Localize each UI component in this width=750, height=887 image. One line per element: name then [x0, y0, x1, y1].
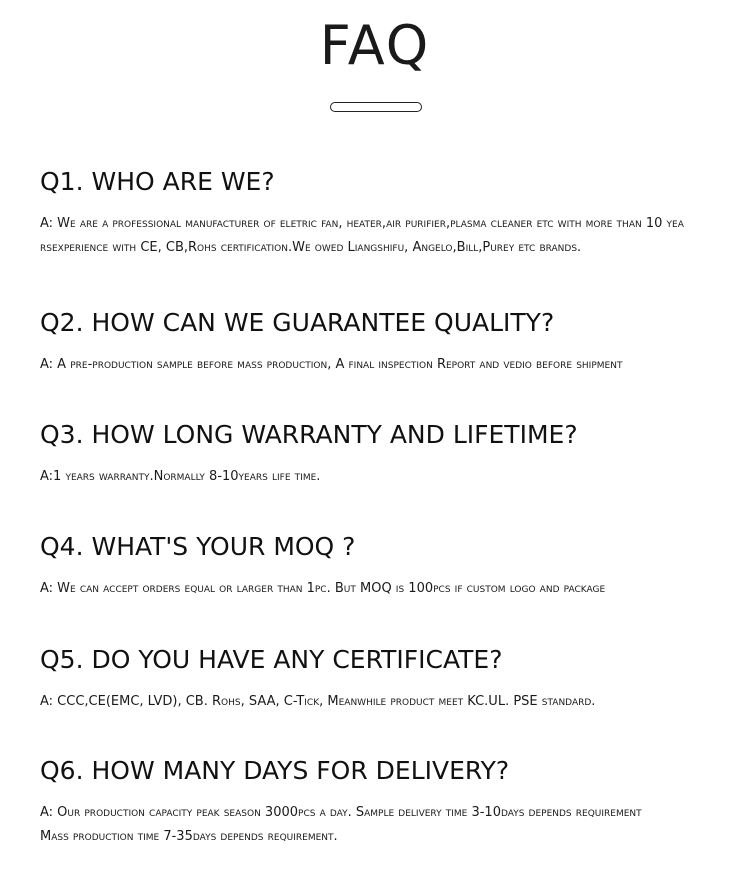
faq-item-2	[40, 307, 730, 377]
title-divider	[330, 102, 422, 112]
faq-question: Q2. HOW CAN WE GUARANTEE QUALITY?	[40, 308, 555, 337]
faq-answer	[40, 577, 730, 601]
faq-item-5	[40, 644, 730, 714]
faq-answer-line: A: A pre-production sample before mass production, A final inspection Report and vedio before shipment	[40, 357, 623, 372]
faq-answer-line: rsexperience with CE, CB,Rohs certification.We owed Liangshifu, Angelo,Bill,Purey etc brands.	[40, 240, 582, 255]
faq-answer	[40, 465, 730, 489]
faq-answer-line: A:1 years warranty.Normally 8-10years life time.	[40, 469, 321, 484]
faq-answer-line: A: We can accept orders equal or larger than 1pc. But MOQ is 100pcs if custom logo and package	[40, 581, 606, 596]
faq-answer-line: A: We are a professional manufacturer of eletric fan, heater,air purifier,plasma cleaner etc with more than 10 yea	[40, 216, 684, 231]
faq-item-6	[40, 755, 730, 849]
faq-answer	[40, 801, 730, 849]
faq-title: FAQ	[319, 14, 431, 77]
faq-answer	[40, 690, 730, 714]
faq-answer-line: Mass production time 7-35days depends requirement.	[40, 829, 338, 844]
faq-answer-line: A: Our production capacity peak season 3000pcs a day. Sample delivery time 3-10days depends requirement	[40, 805, 642, 820]
faq-question: Q1. WHO ARE WE?	[40, 167, 275, 196]
faq-item-1	[40, 166, 730, 260]
faq-answer	[40, 212, 730, 260]
faq-question: Q6. HOW MANY DAYS FOR DELIVERY?	[40, 756, 510, 785]
faq-item-3	[40, 419, 730, 489]
faq-answer-line: A: CCC,CE(EMC, LVD), CB. Rohs, SAA, C-Tick, Meanwhile product meet KC.UL. PSE standard.	[40, 694, 596, 709]
faq-question: Q3. HOW LONG WARRANTY AND LIFETIME?	[40, 420, 578, 449]
faq-question: Q4. WHAT'S YOUR MOQ ?	[40, 532, 356, 561]
faq-item-4	[40, 531, 730, 601]
faq-answer	[40, 353, 730, 377]
faq-question: Q5. DO YOU HAVE ANY CERTIFICATE?	[40, 645, 503, 674]
